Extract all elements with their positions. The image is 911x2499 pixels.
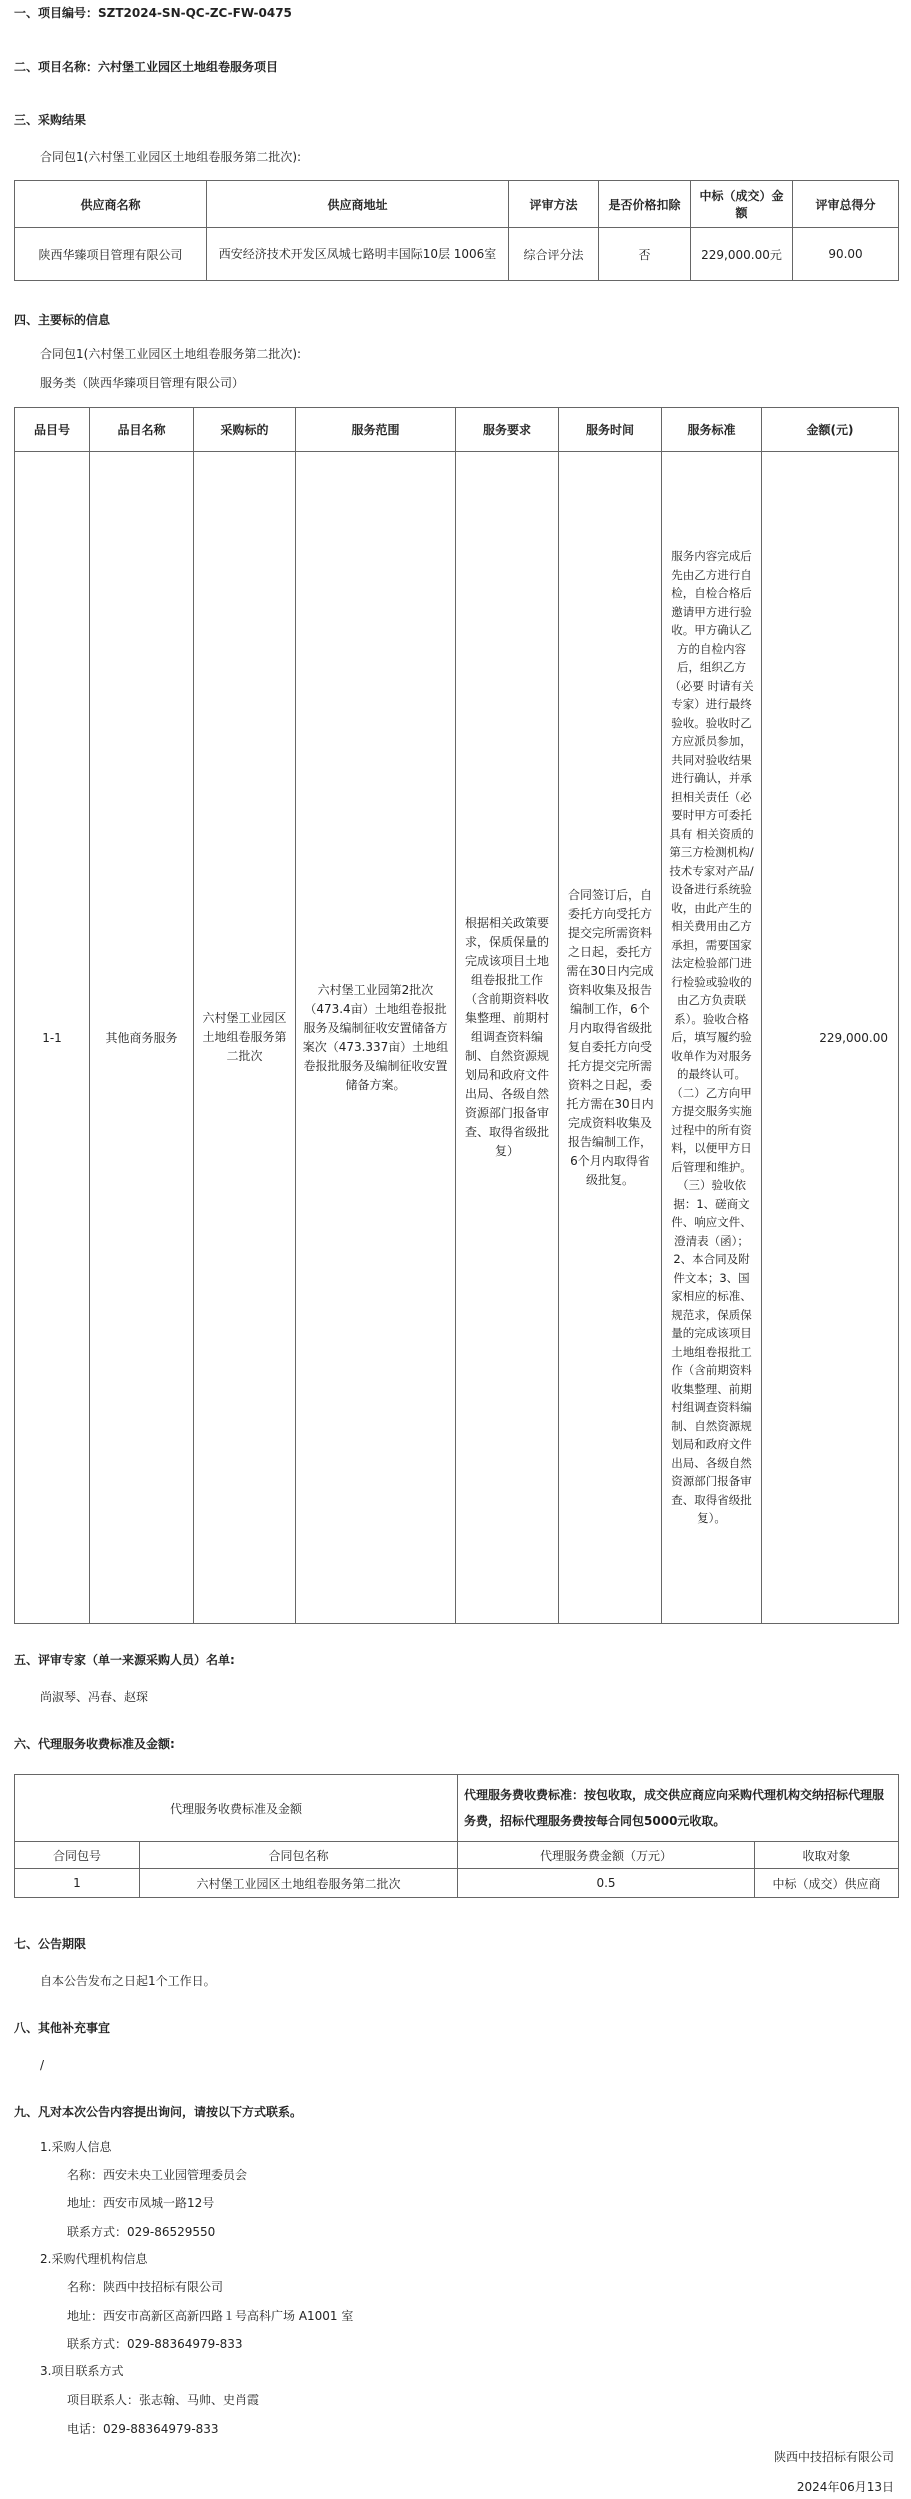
result-header-score: 评审总得分: [793, 181, 899, 228]
project-name-label: 二、项目名称：: [14, 60, 99, 74]
subject-header-requirement: 服务要求: [456, 408, 559, 452]
purchaser-address: 地址：西安市凤城一路12号: [67, 2196, 215, 2210]
result-score: 90.00: [793, 228, 899, 281]
section-main-subject: 四、主要标的信息: [14, 313, 111, 327]
subject-amount: 229,000.00: [762, 452, 899, 1624]
notice-period-text: 自本公告发布之日起1个工作日。: [40, 1974, 216, 1988]
subject-time: 合同签订后，自委托方向受托方提交完所需资料之日起，委托方需在30日内完成资料收集及报告编制工作，6个月内取得省级批复自委托方向受托方提交完所需资料之日起，委托方需在30日内完成资料收集及报告编制工作，6个月内取得省级批复。: [559, 452, 662, 1624]
section-procurement-result: 三、采购结果: [14, 113, 87, 127]
table-row: [15, 228, 899, 281]
project-contact-people: 项目联系人：张志翰、马帅、史肖霞: [67, 2393, 260, 2407]
project-name: [14, 58, 278, 75]
section-agency-fee: 六、代理服务收费标准及金额:: [14, 1737, 175, 1751]
subject-header-scope: 服务范围: [296, 408, 456, 452]
result-header-method: 评审方法: [509, 181, 599, 228]
table-row: [15, 452, 899, 1624]
agency-address: 地址：西安市高新区高新四路１号高科广场 A1001 室: [67, 2309, 354, 2323]
subject-table: [14, 407, 899, 1624]
fee-header-package-no: 合同包号: [15, 1842, 140, 1869]
purchaser-phone: 联系方式：029-86529550: [67, 2225, 216, 2239]
project-number-value: SZT2024-SN-QC-ZC-FW-0475: [98, 6, 292, 20]
subject-header-target: 采购标的: [194, 408, 296, 452]
subject-header-no: 品目号: [15, 408, 90, 452]
expert-names: 尚淑琴、冯春、赵琛: [40, 1690, 149, 1704]
project-number: [14, 4, 292, 21]
result-header-supplier: 供应商名称: [15, 181, 207, 228]
subject-package-label: 合同包1(六村堡工业园区土地组卷服务第二批次):: [40, 347, 302, 361]
fee-amount: 0.5: [458, 1869, 755, 1898]
result-amount: 229,000.00元: [691, 228, 793, 281]
agency-info-heading: 2.采购代理机构信息: [40, 2252, 148, 2266]
section-experts: 五、评审专家（单一来源采购人员）名单:: [14, 1653, 235, 1667]
subject-service-type: 服务类（陕西华臻项目管理有限公司）: [40, 376, 245, 390]
subject-scope: 六村堡工业园第2批次（473.4亩）土地组卷报批服务及编制征收安置储备方案次（473.337亩）土地组卷报批服务及编制征收安置储备方案。: [296, 452, 456, 1624]
project-contact-heading: 3.项目联系方式: [40, 2364, 124, 2378]
section-other-matters: 八、其他补充事宜: [14, 2021, 111, 2035]
result-header-price-deduction: 是否价格扣除: [599, 181, 691, 228]
purchaser-info-heading: 1.采购人信息: [40, 2140, 112, 2154]
subject-no: 1-1: [15, 452, 90, 1624]
project-contact-phone: 电话：029-88364979-833: [67, 2422, 219, 2436]
subject-header-amount: 金额(元): [762, 408, 899, 452]
section-contact: 九、凡对本次公告内容提出询问，请按以下方式联系。: [14, 2105, 303, 2119]
fee-head-right: 代理服务费收费标准：按包收取，成交供应商应向采购代理机构交纳招标代理服务费，招标代理服务费按每合同包5000元收取。: [458, 1775, 899, 1842]
purchaser-name: 名称：西安未央工业园管理委员会: [67, 2168, 248, 2182]
subject-standard: 服务内容完成后先由乙方进行自检，自检合格后邀请甲方进行验收。甲方确认乙方的自检内容后，组织乙方（必要 时请有关专家）进行最终验收。验收时乙方应派员参加，共同对验收结果进行确认，并承担相关责任（必要时甲方可委托具有 相关资质的第三方检测机构/技术专家对产品/设备进行系统验收，由此产生的相关费用由乙方承担，需要国家法定检验部门进行检验或验收的由乙方负责联系）。验收合格后，填写履约验收单作为对服务的最终认可。 （二）乙方向甲方提交服务实施过程中的所有资料，以便甲方日后管理和维护。 （三）验收依据：1、磋商文件、响应文件、澄清表（函）；2、本合同及附件文本；3、国家相应的标准、规范求，保质保量的完成该项目土地组卷报批工作（含前期资料收集整理、前期村组调查资料编制、自然资源规划局和政府文件出局、各级自然资源部门报备审查、取得省级批复）。: [662, 452, 762, 1624]
footer-date: 2024年06月13日: [796, 2480, 894, 2494]
result-package-label: 合同包1(六村堡工业园区土地组卷服务第二批次):: [40, 150, 302, 164]
result-header-address: 供应商地址: [207, 181, 509, 228]
subject-target: 六村堡工业园区土地组卷服务第二批次: [194, 452, 296, 1624]
subject-requirement: 根据相关政策要求，保质保量的完成该项目土地组卷报批工作（含前期资料收集整理、前期村组调查资料编制、自然资源规划局和政府文件出局、各级自然资源部门报备审查、取得省级批复）: [456, 452, 559, 1624]
fee-package-no: 1: [15, 1869, 140, 1898]
project-name-value: 六村堡工业园区土地组卷服务项目: [98, 60, 279, 74]
fee-header-package-name: 合同包名称: [140, 1842, 458, 1869]
result-table: [14, 180, 899, 281]
project-number-label: 一、项目编号：: [14, 6, 99, 20]
result-method: 综合评分法: [509, 228, 599, 281]
fee-header-payer: 收取对象: [755, 1842, 899, 1869]
subject-header-name: 品目名称: [90, 408, 194, 452]
agency-name: 名称：陕西中技招标有限公司: [67, 2280, 224, 2294]
subject-name: 其他商务服务: [90, 452, 194, 1624]
result-address: 西安经济技术开发区凤城七路明丰国际10层 1006室: [207, 228, 509, 281]
table-row: [15, 1869, 899, 1898]
section-notice-period: 七、公告期限: [14, 1937, 87, 1951]
fee-package-name: 六村堡工业园区土地组卷服务第二批次: [140, 1869, 458, 1898]
fee-payer: 中标（成交）供应商: [755, 1869, 899, 1898]
subject-header-time: 服务时间: [559, 408, 662, 452]
fee-head-left: 代理服务收费标准及金额: [15, 1775, 458, 1842]
other-matters-text: /: [40, 2058, 45, 2072]
fee-table: [14, 1774, 899, 1898]
result-price-deduction: 否: [599, 228, 691, 281]
agency-phone: 联系方式：029-88364979-833: [67, 2337, 243, 2351]
footer-company: 陕西中技招标有限公司: [773, 2450, 894, 2464]
result-supplier: 陕西华臻项目管理有限公司: [15, 228, 207, 281]
fee-header-amount: 代理服务费金额（万元）: [458, 1842, 755, 1869]
result-header-amount: 中标（成交）金额: [691, 181, 793, 228]
subject-header-standard: 服务标准: [662, 408, 762, 452]
